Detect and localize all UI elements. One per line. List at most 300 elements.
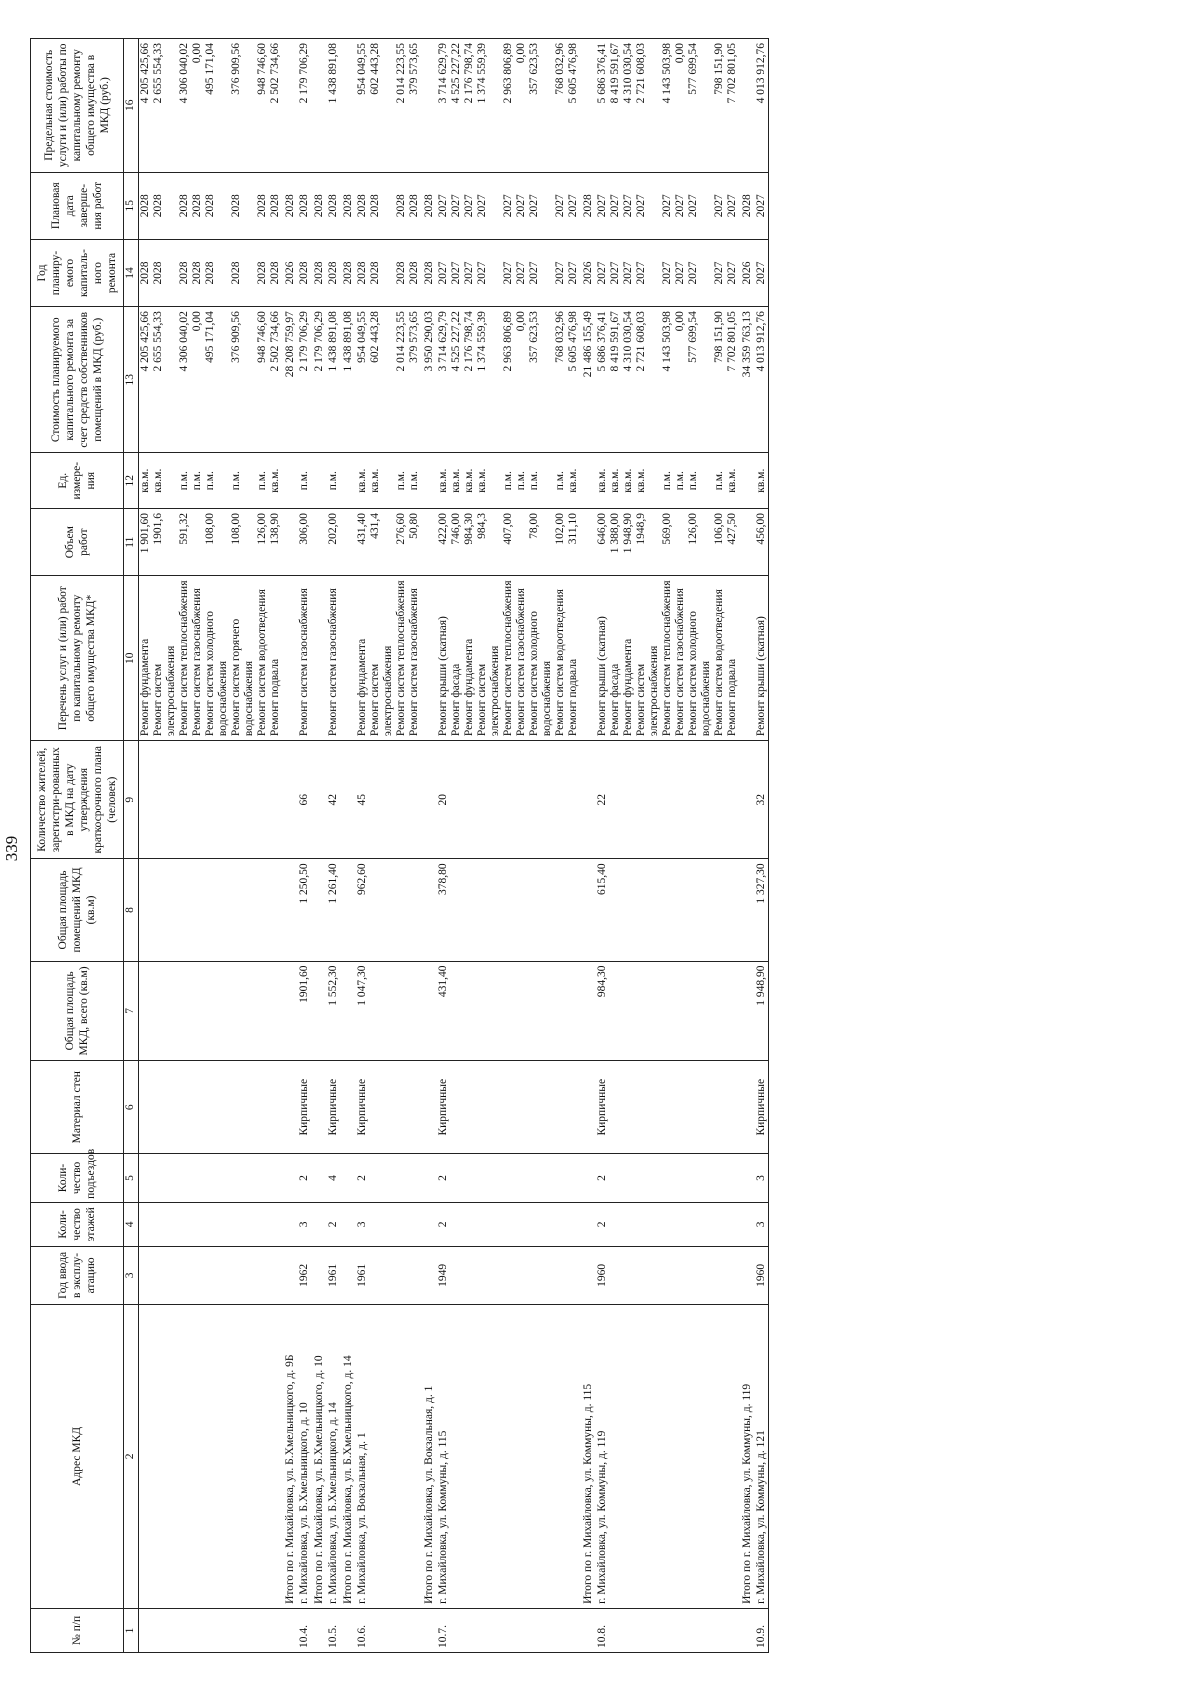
empty-cell — [528, 1202, 554, 1246]
empty-cell — [580, 509, 595, 576]
empty-cell — [282, 859, 297, 961]
empty-cell — [191, 961, 204, 1061]
work-date: 2028 — [178, 172, 191, 239]
work-volume: 1 901,60 — [139, 509, 153, 576]
rooms-area: 1 327,30 — [754, 859, 769, 961]
commission-year: 1961 — [326, 1246, 340, 1304]
empty-cell — [502, 859, 515, 961]
empty-cell — [311, 453, 326, 509]
empty-cell — [674, 1304, 687, 1608]
column-header: Адрес МКД — [31, 1304, 124, 1608]
empty-cell — [139, 1154, 153, 1203]
commission-year: 1962 — [297, 1246, 311, 1304]
work-type: Ремонт крыши (скатная) — [754, 576, 769, 741]
total-date: 2028 — [340, 172, 355, 239]
work-date: 2027 — [595, 172, 609, 239]
work-unit: п.м. — [687, 453, 713, 509]
work-year: 2027 — [674, 239, 687, 306]
residents-count: 45 — [355, 741, 369, 859]
empty-cell — [369, 961, 395, 1061]
entrance-count: 2 — [355, 1154, 369, 1203]
work-type: Ремонт систем теплоснабжения — [395, 576, 408, 741]
total-date: 2028 — [739, 172, 754, 239]
empty-cell — [408, 1246, 421, 1304]
house-address: г. Михайловка, ул. Б.Хмельницкого, д. 10 — [297, 1304, 311, 1608]
work-type: Ремонт систем газоснабжения — [191, 576, 204, 741]
empty-cell — [674, 1154, 687, 1203]
empty-cell — [463, 1202, 476, 1246]
total-label: Итого по г. Михайловка, ул. Б.Хмельницкого, д. 10 — [311, 1304, 326, 1608]
total-area: 1 948,90 — [754, 961, 769, 1061]
work-limit: 954 049,55 — [355, 39, 369, 173]
house-number: 10.5. — [326, 1608, 340, 1652]
work-unit: п.м. — [502, 453, 515, 509]
house-number: 10.4. — [297, 1608, 311, 1652]
empty-cell — [687, 859, 713, 961]
empty-cell — [554, 1246, 567, 1304]
total-cost: 34 359 763,13 — [739, 307, 754, 453]
work-cost: 954 049,55 — [355, 307, 369, 453]
empty-cell — [311, 859, 326, 961]
rooms-area: 1 250,50 — [297, 859, 311, 961]
work-volume — [191, 509, 204, 576]
empty-cell — [139, 1608, 153, 1652]
work-row — [139, 39, 153, 1653]
empty-cell — [311, 1202, 326, 1246]
empty-cell — [230, 1608, 256, 1652]
work-type: Ремонт систем электроснабжения — [635, 576, 661, 741]
empty-cell — [739, 1246, 754, 1304]
rooms-area: 1 261,40 — [326, 859, 340, 961]
empty-cell — [178, 1246, 191, 1304]
work-cost: 376 909,56 — [230, 307, 256, 453]
work-year: 2027 — [754, 239, 769, 306]
work-unit: п.м. — [713, 453, 726, 509]
empty-cell — [269, 741, 282, 859]
empty-cell — [635, 1304, 661, 1608]
empty-cell — [178, 961, 191, 1061]
work-year: 2027 — [635, 239, 661, 306]
work-year: 2028 — [178, 239, 191, 306]
empty-cell — [311, 1061, 326, 1154]
empty-cell — [609, 1246, 622, 1304]
empty-cell — [395, 1202, 408, 1246]
empty-cell — [408, 1061, 421, 1154]
empty-cell — [567, 961, 580, 1061]
work-row — [622, 39, 635, 1653]
wall-material: Кирпичные — [326, 1061, 340, 1154]
rooms-area: 378,80 — [436, 859, 450, 961]
empty-cell — [450, 741, 463, 859]
empty-cell — [622, 1304, 635, 1608]
empty-cell — [369, 1202, 395, 1246]
work-unit: кв.м. — [635, 453, 661, 509]
empty-cell — [256, 961, 269, 1061]
empty-cell — [256, 1061, 269, 1154]
empty-cell — [713, 1154, 726, 1203]
work-date: 2028 — [395, 172, 408, 239]
work-cost: 0,00 — [191, 307, 204, 453]
work-limit: 7 702 801,05 — [726, 39, 739, 173]
total-label: Итого по г. Михайловка, ул. Вокзальная, д. 1 — [421, 1304, 436, 1608]
empty-cell — [502, 1061, 515, 1154]
empty-cell — [635, 1202, 661, 1246]
empty-cell — [191, 741, 204, 859]
work-date: 2028 — [326, 172, 340, 239]
empty-cell — [256, 1154, 269, 1203]
work-year: 2027 — [528, 239, 554, 306]
house-number: 10.7. — [436, 1608, 450, 1652]
empty-cell — [269, 1202, 282, 1246]
work-volume: 569,00 — [661, 509, 674, 576]
work-limit: 5 605 476,98 — [567, 39, 580, 173]
work-row — [369, 39, 395, 1653]
work-volume: 1901,6 — [152, 509, 178, 576]
work-date: 2027 — [567, 172, 580, 239]
empty-cell — [463, 961, 476, 1061]
work-date: 2027 — [713, 172, 726, 239]
empty-cell — [191, 1608, 204, 1652]
empty-cell — [369, 1061, 395, 1154]
empty-cell — [739, 1061, 754, 1154]
work-unit: п.м. — [674, 453, 687, 509]
work-cost: 2 963 806,89 — [502, 307, 515, 453]
work-row — [528, 39, 554, 1653]
empty-cell — [191, 1304, 204, 1608]
empty-cell — [528, 1154, 554, 1203]
empty-cell — [609, 1154, 622, 1203]
empty-cell — [661, 961, 674, 1061]
work-year: 2028 — [191, 239, 204, 306]
total-year: 2026 — [282, 239, 297, 306]
empty-cell — [580, 859, 595, 961]
house-address: г. Михайловка, ул. Коммуны, д. 121 — [754, 1304, 769, 1608]
empty-cell — [269, 1304, 282, 1608]
entrance-count: 2 — [297, 1154, 311, 1203]
work-cost: 8 419 591,67 — [609, 307, 622, 453]
empty-cell — [726, 1154, 739, 1203]
work-volume: 106,00 — [713, 509, 726, 576]
work-date: 2027 — [754, 172, 769, 239]
empty-cell — [178, 1154, 191, 1203]
column-number: 14 — [124, 239, 139, 306]
work-unit: п.м. — [178, 453, 191, 509]
empty-cell — [178, 1304, 191, 1608]
work-limit: 379 573,65 — [408, 39, 421, 173]
empty-cell — [450, 1154, 463, 1203]
work-row — [269, 39, 282, 1653]
work-date: 2028 — [297, 172, 311, 239]
work-row — [674, 39, 687, 1653]
empty-cell — [204, 859, 230, 961]
table-body — [139, 39, 769, 1653]
work-year: 2027 — [436, 239, 450, 306]
work-volume: 646,00 — [595, 509, 609, 576]
house-row — [595, 39, 609, 1653]
work-type: Ремонт систем газоснабжения — [297, 576, 311, 741]
empty-cell — [408, 1154, 421, 1203]
work-row — [256, 39, 269, 1653]
work-row — [567, 39, 580, 1653]
work-date: 2028 — [369, 172, 395, 239]
empty-cell — [408, 859, 421, 961]
empty-cell — [580, 39, 595, 173]
empty-cell — [635, 1061, 661, 1154]
empty-cell — [554, 961, 567, 1061]
work-year: 2028 — [204, 239, 230, 306]
empty-cell — [674, 1061, 687, 1154]
work-type: Ремонт систем газоснабжения — [674, 576, 687, 741]
column-number: 4 — [124, 1202, 139, 1246]
empty-cell — [421, 453, 436, 509]
work-cost: 495 171,04 — [204, 307, 230, 453]
empty-cell — [369, 1154, 395, 1203]
empty-cell — [256, 1202, 269, 1246]
empty-cell — [687, 1154, 713, 1203]
empty-cell — [421, 1154, 436, 1203]
empty-cell — [567, 1246, 580, 1304]
work-cost: 4 525 227,22 — [450, 307, 463, 453]
empty-cell — [635, 1246, 661, 1304]
empty-cell — [713, 859, 726, 961]
empty-cell — [282, 1608, 297, 1652]
empty-cell — [739, 859, 754, 961]
empty-cell — [421, 39, 436, 173]
work-unit: кв.м. — [595, 453, 609, 509]
empty-cell — [269, 1154, 282, 1203]
floor-count: 3 — [754, 1202, 769, 1246]
empty-cell — [609, 859, 622, 961]
column-number: 13 — [124, 307, 139, 453]
empty-cell — [311, 961, 326, 1061]
empty-cell — [282, 453, 297, 509]
work-date: 2027 — [674, 172, 687, 239]
column-header: Год планиру-емого капиталь-ного ремонта — [31, 239, 124, 306]
work-type: Ремонт систем электроснабжения — [476, 576, 502, 741]
empty-cell — [726, 741, 739, 859]
work-unit: кв.м. — [436, 453, 450, 509]
work-year: 2027 — [609, 239, 622, 306]
empty-cell — [204, 961, 230, 1061]
empty-cell — [554, 1061, 567, 1154]
work-year: 2027 — [622, 239, 635, 306]
empty-cell — [674, 859, 687, 961]
column-number: 3 — [124, 1246, 139, 1304]
work-unit: кв.м. — [567, 453, 580, 509]
work-limit: 0,00 — [191, 39, 204, 173]
empty-cell — [340, 1154, 355, 1203]
empty-cell — [739, 1154, 754, 1203]
empty-cell — [178, 1608, 191, 1652]
empty-cell — [739, 961, 754, 1061]
empty-cell — [567, 1061, 580, 1154]
work-limit: 2 721 608,03 — [635, 39, 661, 173]
residents-count: 20 — [436, 741, 450, 859]
rooms-area: 962,60 — [355, 859, 369, 961]
empty-cell — [204, 1246, 230, 1304]
empty-cell — [622, 1154, 635, 1203]
total-year: 2028 — [340, 239, 355, 306]
empty-cell — [139, 1304, 153, 1608]
empty-cell — [739, 39, 754, 173]
empty-cell — [554, 1608, 567, 1652]
empty-cell — [739, 453, 754, 509]
work-unit: кв.м. — [463, 453, 476, 509]
work-limit: 357 623,53 — [528, 39, 554, 173]
work-volume: 126,00 — [687, 509, 713, 576]
empty-cell — [502, 741, 515, 859]
empty-cell — [635, 859, 661, 961]
work-date: 2027 — [502, 172, 515, 239]
empty-cell — [687, 1304, 713, 1608]
work-unit: п.м. — [256, 453, 269, 509]
house-row — [436, 39, 450, 1653]
work-year: 2028 — [269, 239, 282, 306]
house-row — [355, 39, 369, 1653]
work-row — [408, 39, 421, 1653]
work-date: 2027 — [450, 172, 463, 239]
work-row — [515, 39, 528, 1653]
work-type: Ремонт систем горячего водоснабжения — [230, 576, 256, 741]
work-type: Ремонт фундамента — [139, 576, 153, 741]
empty-cell — [152, 1246, 178, 1304]
work-limit: 577 699,54 — [687, 39, 713, 173]
work-unit: кв.м. — [622, 453, 635, 509]
empty-cell — [726, 1061, 739, 1154]
total-date: 2028 — [311, 172, 326, 239]
house-address: г. Михайловка, ул. Коммуны, д. 115 — [436, 1304, 450, 1608]
total-cost: 28 208 759,97 — [282, 307, 297, 453]
work-year: 2027 — [476, 239, 502, 306]
work-date: 2027 — [687, 172, 713, 239]
work-volume: 306,00 — [297, 509, 311, 576]
work-type: Ремонт систем водоотведения — [554, 576, 567, 741]
work-cost: 4 310 030,54 — [622, 307, 635, 453]
commission-year: 1960 — [754, 1246, 769, 1304]
floor-count: 2 — [326, 1202, 340, 1246]
column-number: 5 — [124, 1154, 139, 1203]
empty-cell — [567, 741, 580, 859]
empty-cell — [515, 1154, 528, 1203]
empty-cell — [340, 1608, 355, 1652]
work-type: Ремонт фундамента — [622, 576, 635, 741]
work-year: 2027 — [713, 239, 726, 306]
empty-cell — [635, 1608, 661, 1652]
empty-cell — [713, 1608, 726, 1652]
house-total-row — [311, 39, 326, 1653]
residents-count: 66 — [297, 741, 311, 859]
empty-cell — [609, 961, 622, 1061]
empty-cell — [421, 1608, 436, 1652]
empty-cell — [554, 1202, 567, 1246]
work-type: Ремонт систем водоотведения — [713, 576, 726, 741]
empty-cell — [687, 1202, 713, 1246]
work-year: 2028 — [256, 239, 269, 306]
work-year: 2027 — [450, 239, 463, 306]
work-type: Ремонт систем электроснабжения — [369, 576, 395, 741]
work-year: 2028 — [408, 239, 421, 306]
work-unit: п.м. — [395, 453, 408, 509]
empty-cell — [554, 1154, 567, 1203]
work-volume: 126,00 — [256, 509, 269, 576]
empty-cell — [476, 1246, 502, 1304]
empty-cell — [528, 961, 554, 1061]
work-volume: 984,3 — [476, 509, 502, 576]
work-volume: 1 948,90 — [622, 509, 635, 576]
empty-cell — [408, 961, 421, 1061]
work-limit: 2 014 223,55 — [395, 39, 408, 173]
empty-cell — [421, 859, 436, 961]
empty-cell — [463, 741, 476, 859]
empty-cell — [567, 1304, 580, 1608]
empty-cell — [528, 1061, 554, 1154]
work-year: 2027 — [463, 239, 476, 306]
page-number: 339 — [2, 835, 21, 862]
work-cost: 7 702 801,05 — [726, 307, 739, 453]
wall-material: Кирпичные — [754, 1061, 769, 1154]
empty-cell — [450, 1246, 463, 1304]
work-limit: 4 013 912,76 — [754, 39, 769, 173]
empty-cell — [369, 741, 395, 859]
empty-cell — [450, 1608, 463, 1652]
house-address: г. Михайловка, ул. Б.Хмельницкого, д. 14 — [326, 1304, 340, 1608]
work-unit: кв.м. — [269, 453, 282, 509]
empty-cell — [369, 1304, 395, 1608]
work-cost: 5 605 476,98 — [567, 307, 580, 453]
work-type: Ремонт фасада — [450, 576, 463, 741]
work-type: Ремонт подвала — [567, 576, 580, 741]
empty-cell — [230, 741, 256, 859]
empty-cell — [256, 1246, 269, 1304]
empty-cell — [139, 1061, 153, 1154]
work-row — [554, 39, 567, 1653]
total-label: Итого по г. Михайловка, ул. Коммуны, д. 115 — [580, 1304, 595, 1608]
floor-count: 2 — [595, 1202, 609, 1246]
work-limit: 4 306 040,02 — [178, 39, 191, 173]
work-unit: п.м. — [297, 453, 311, 509]
work-unit: кв.м. — [609, 453, 622, 509]
empty-cell — [713, 1061, 726, 1154]
empty-cell — [204, 1202, 230, 1246]
empty-cell — [622, 1061, 635, 1154]
empty-cell — [622, 1608, 635, 1652]
entrance-count: 3 — [754, 1154, 769, 1203]
floor-count: 2 — [436, 1202, 450, 1246]
empty-cell — [152, 1061, 178, 1154]
work-date: 2027 — [528, 172, 554, 239]
empty-cell — [152, 741, 178, 859]
empty-cell — [739, 1202, 754, 1246]
house-number: 10.9. — [754, 1608, 769, 1652]
empty-cell — [622, 859, 635, 961]
empty-cell — [340, 509, 355, 576]
empty-cell — [674, 961, 687, 1061]
work-volume: 78,00 — [528, 509, 554, 576]
work-date: 2028 — [408, 172, 421, 239]
column-number: 12 — [124, 453, 139, 509]
empty-cell — [739, 509, 754, 576]
work-volume: 431,4 — [369, 509, 395, 576]
empty-cell — [369, 859, 395, 961]
residents-count: 32 — [754, 741, 769, 859]
empty-cell — [340, 1202, 355, 1246]
empty-cell — [674, 1246, 687, 1304]
work-year: 2028 — [230, 239, 256, 306]
empty-cell — [230, 1061, 256, 1154]
empty-cell — [408, 741, 421, 859]
work-year: 2028 — [326, 239, 340, 306]
work-row — [395, 39, 408, 1653]
